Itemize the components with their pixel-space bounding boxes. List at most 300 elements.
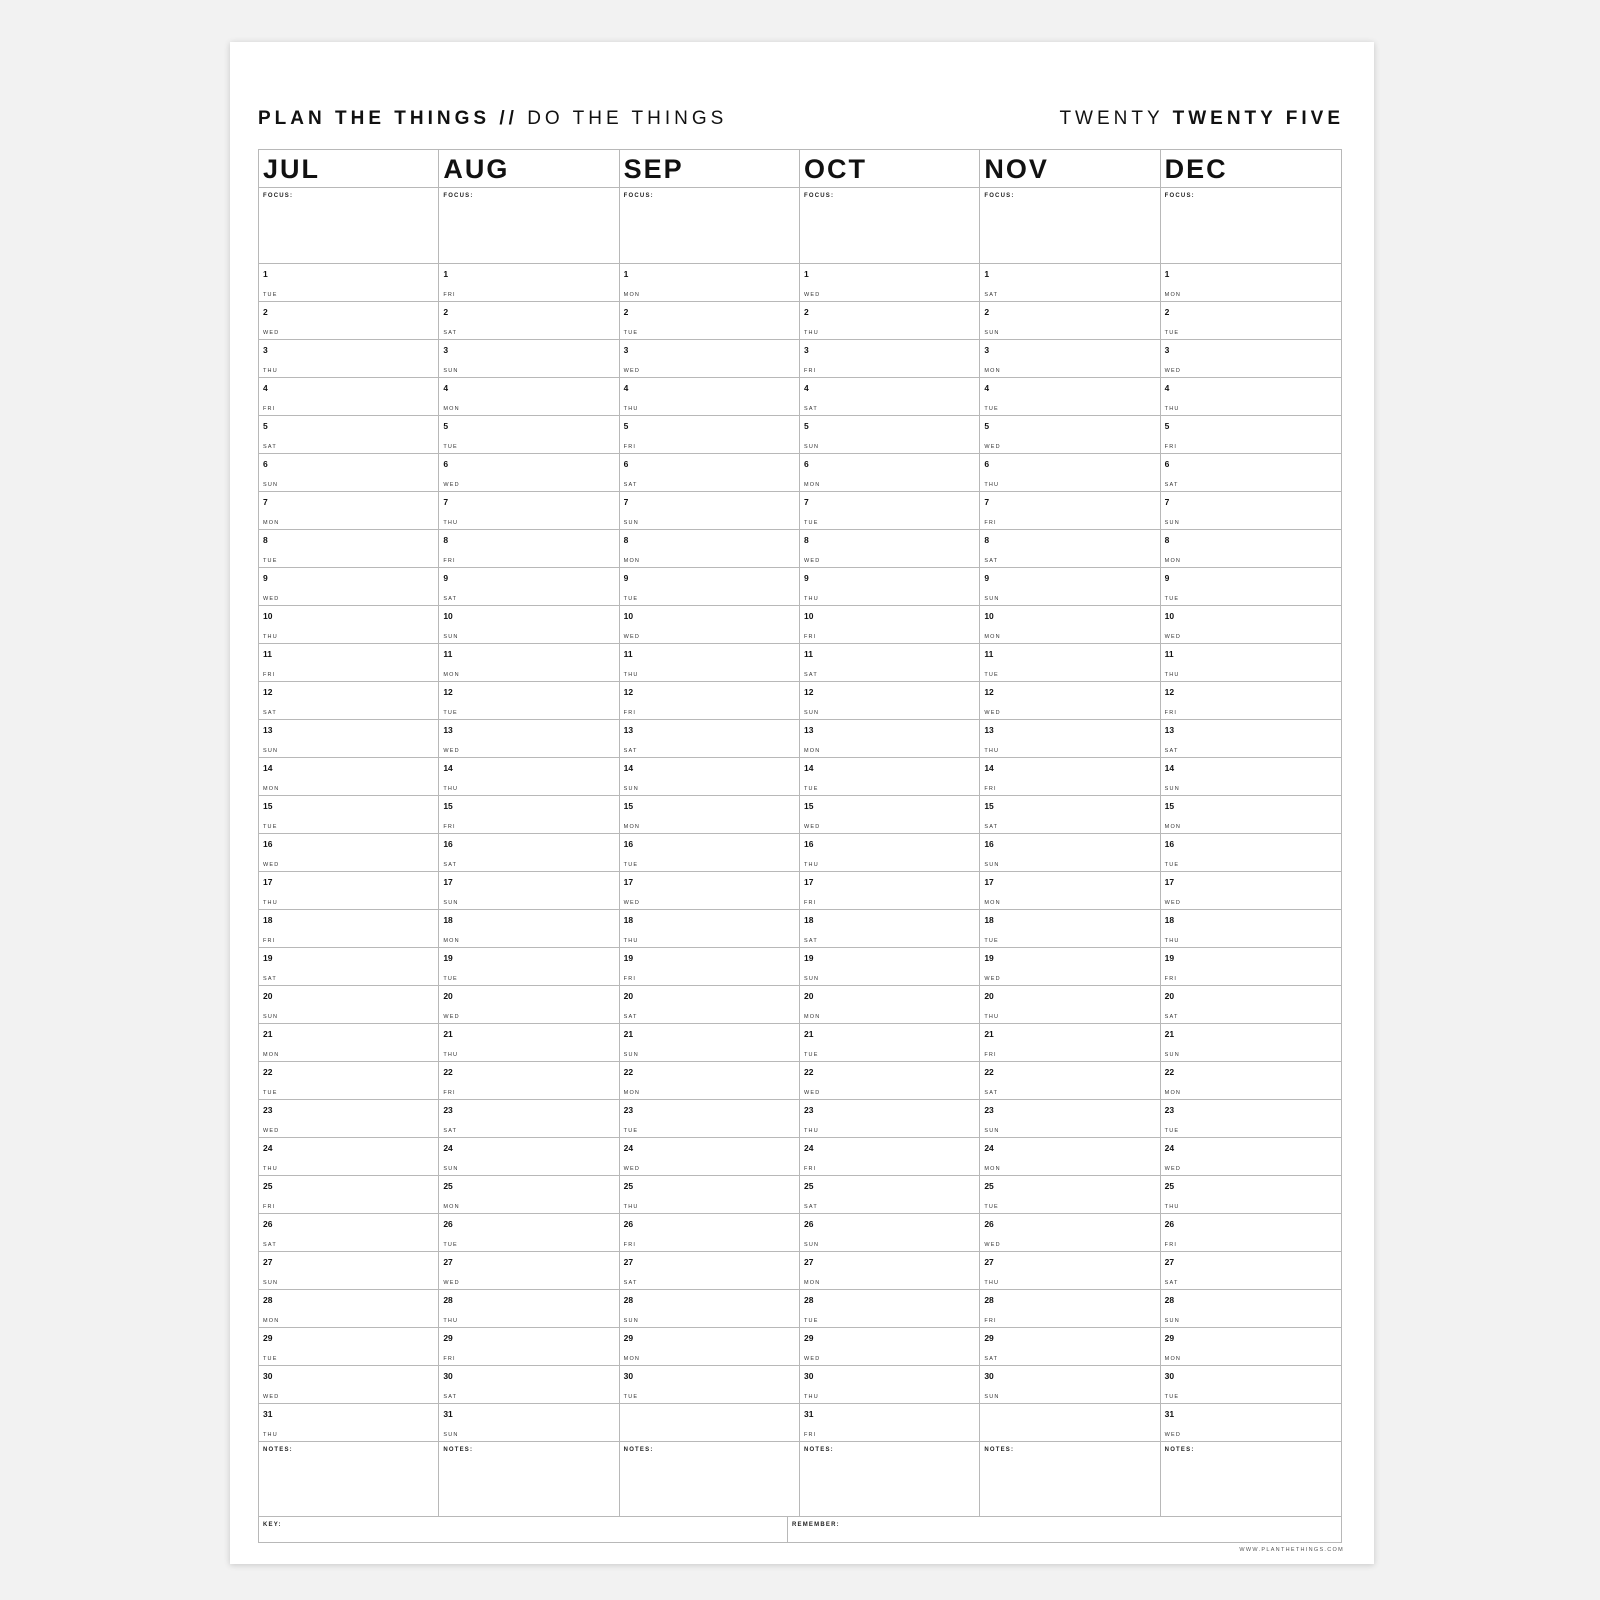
day-number: 16 (443, 839, 453, 849)
day-cell[interactable] (1161, 872, 1341, 910)
day-cell[interactable] (259, 1100, 438, 1138)
day-cell[interactable] (1161, 1404, 1341, 1442)
notes-box[interactable] (439, 1442, 618, 1516)
day-cell[interactable] (259, 758, 438, 796)
weekday-label: SAT (443, 862, 458, 868)
day-cell[interactable] (259, 378, 438, 416)
day-cell[interactable] (620, 530, 799, 568)
day-cell[interactable] (800, 834, 979, 872)
day-cell[interactable] (800, 1366, 979, 1404)
day-cell[interactable] (1161, 910, 1341, 948)
day-cell[interactable] (980, 1214, 1159, 1252)
day-cell[interactable] (980, 644, 1159, 682)
focus-box[interactable] (1161, 188, 1341, 264)
weekday-label: MON (443, 406, 460, 412)
day-cell[interactable] (1161, 720, 1341, 758)
weekday-label: THU (984, 482, 1000, 488)
weekday-label: MON (623, 1090, 641, 1096)
day-cell[interactable] (439, 796, 618, 834)
day-cell[interactable] (439, 1024, 618, 1062)
day-cell[interactable] (980, 910, 1159, 948)
day-cell[interactable] (980, 1328, 1159, 1366)
day-cell[interactable] (800, 644, 979, 682)
day-cell[interactable] (980, 720, 1159, 758)
day-cell[interactable] (1161, 340, 1341, 378)
day-cell[interactable] (620, 492, 799, 530)
day-cell[interactable] (259, 416, 438, 454)
day-cell[interactable] (439, 568, 618, 606)
day-cell[interactable] (439, 340, 618, 378)
day-cell[interactable] (620, 1290, 799, 1328)
day-cell[interactable] (259, 568, 438, 606)
day-cell[interactable] (620, 1024, 799, 1062)
day-number: 26 (804, 1219, 814, 1229)
weekday-label: FRI (443, 1090, 456, 1096)
day-cell[interactable] (259, 796, 438, 834)
day-cell[interactable] (800, 264, 979, 302)
day-cell[interactable] (439, 378, 618, 416)
day-cell[interactable] (259, 264, 438, 302)
day-cell[interactable] (439, 986, 618, 1024)
day-cell[interactable] (1161, 454, 1341, 492)
day-number: 21 (263, 1029, 273, 1039)
day-cell[interactable] (1161, 492, 1341, 530)
focus-box[interactable] (800, 188, 979, 264)
day-cell[interactable] (439, 606, 618, 644)
day-cell[interactable] (980, 758, 1159, 796)
day-cell[interactable] (620, 1214, 799, 1252)
day-number: 17 (1164, 877, 1175, 887)
day-cell[interactable] (800, 720, 979, 758)
day-number: 3 (623, 345, 629, 355)
day-cell[interactable] (620, 986, 799, 1024)
day-number: 14 (623, 763, 634, 773)
day-cell[interactable] (1161, 1024, 1341, 1062)
weekday-label: SAT (984, 292, 999, 298)
day-cell[interactable] (800, 1214, 979, 1252)
day-cell[interactable] (620, 302, 799, 340)
day-number: 20 (804, 991, 814, 1001)
weekday-label: WED (1164, 368, 1182, 374)
notes-label: NOTES: (263, 1447, 293, 1453)
weekday-label: SAT (804, 1204, 818, 1210)
day-cell[interactable] (439, 530, 618, 568)
day-cell[interactable] (620, 416, 799, 454)
day-cell[interactable] (620, 796, 799, 834)
weekday-label: SUN (1164, 786, 1180, 792)
day-number: 19 (1164, 953, 1175, 963)
day-cell[interactable] (980, 796, 1159, 834)
day-number: 4 (804, 383, 809, 393)
day-number: 19 (263, 953, 273, 963)
day-cell[interactable] (259, 1024, 438, 1062)
day-cell[interactable] (259, 834, 438, 872)
day-number: 27 (1164, 1257, 1175, 1267)
weekday-label: FRI (804, 900, 817, 906)
day-cell[interactable] (980, 1252, 1159, 1290)
day-number: 21 (443, 1029, 453, 1039)
day-number: 12 (984, 687, 994, 697)
day-number: 21 (1164, 1029, 1175, 1039)
day-cell[interactable] (259, 530, 438, 568)
day-cell[interactable] (1161, 378, 1341, 416)
focus-label: FOCUS: (804, 193, 835, 199)
focus-box[interactable] (980, 188, 1159, 264)
day-cell[interactable] (259, 910, 438, 948)
focus-box[interactable] (259, 188, 438, 264)
weekday-label: SUN (804, 710, 820, 716)
day-cell[interactable] (259, 682, 438, 720)
day-cell[interactable] (259, 872, 438, 910)
day-cell[interactable] (980, 1366, 1159, 1404)
day-number: 10 (984, 611, 994, 621)
day-cell[interactable] (800, 454, 979, 492)
weekday-label: FRI (623, 976, 637, 982)
day-cell[interactable] (620, 758, 799, 796)
day-number: 11 (984, 649, 994, 659)
day-number: 30 (804, 1371, 814, 1381)
day-cell[interactable] (1161, 606, 1341, 644)
weekday-label: FRI (804, 634, 817, 640)
day-cell[interactable] (800, 492, 979, 530)
day-cell[interactable] (800, 416, 979, 454)
day-cell[interactable] (439, 1138, 618, 1176)
day-number: 17 (804, 877, 814, 887)
day-cell[interactable] (800, 1252, 979, 1290)
day-cell[interactable] (980, 872, 1159, 910)
day-cell[interactable] (800, 948, 979, 986)
day-number: 26 (984, 1219, 994, 1229)
day-cell[interactable] (1161, 644, 1341, 682)
day-cell[interactable] (1161, 1062, 1341, 1100)
day-cell[interactable] (980, 682, 1159, 720)
day-cell[interactable] (980, 264, 1159, 302)
weekday-label: FRI (804, 1432, 817, 1438)
focus-label: FOCUS: (984, 193, 1015, 199)
day-number: 22 (263, 1067, 273, 1077)
focus-label: FOCUS: (263, 193, 294, 199)
weekday-label: THU (263, 1166, 278, 1172)
day-cell[interactable] (980, 1404, 1159, 1442)
day-cell[interactable] (980, 986, 1159, 1024)
day-cell[interactable] (980, 1024, 1159, 1062)
day-cell[interactable] (980, 340, 1159, 378)
weekday-label: SUN (984, 862, 1000, 868)
day-cell[interactable] (259, 492, 438, 530)
day-number: 13 (443, 725, 453, 735)
weekday-label: WED (443, 1280, 460, 1286)
day-cell[interactable] (620, 720, 799, 758)
key-box[interactable] (259, 1517, 788, 1542)
day-cell[interactable] (620, 606, 799, 644)
day-cell[interactable] (259, 1328, 438, 1366)
day-cell[interactable] (620, 682, 799, 720)
day-number: 7 (623, 497, 629, 507)
day-cell[interactable] (980, 416, 1159, 454)
day-cell[interactable] (439, 682, 618, 720)
notes-box[interactable] (620, 1442, 799, 1516)
day-cell[interactable] (800, 378, 979, 416)
day-cell[interactable] (439, 910, 618, 948)
day-cell[interactable] (1161, 1328, 1341, 1366)
day-cell[interactable] (439, 1252, 618, 1290)
day-number: 19 (984, 953, 994, 963)
month-column (980, 150, 1160, 1516)
day-cell[interactable] (1161, 1366, 1341, 1404)
day-cell[interactable] (439, 720, 618, 758)
day-cell[interactable] (259, 1062, 438, 1100)
day-cell[interactable] (439, 1176, 618, 1214)
weekday-label: THU (623, 672, 639, 678)
day-cell[interactable] (980, 492, 1159, 530)
day-cell[interactable] (1161, 796, 1341, 834)
day-cell[interactable] (1161, 1214, 1341, 1252)
day-cell[interactable] (980, 1100, 1159, 1138)
day-cell[interactable] (1161, 568, 1341, 606)
day-cell[interactable] (980, 378, 1159, 416)
weekday-label: WED (1164, 1432, 1182, 1438)
weekday-label: TUE (623, 596, 639, 602)
weekday-label: MON (984, 1166, 1001, 1172)
day-number: 29 (984, 1333, 994, 1343)
day-cell[interactable] (259, 644, 438, 682)
day-cell[interactable] (439, 872, 618, 910)
day-cell[interactable] (980, 1176, 1159, 1214)
day-cell[interactable] (1161, 302, 1341, 340)
day-cell[interactable] (259, 720, 438, 758)
day-cell[interactable] (439, 1062, 618, 1100)
weekday-label: MON (623, 824, 641, 830)
day-number: 3 (263, 345, 268, 355)
weekday-label: MON (443, 1204, 460, 1210)
day-number: 29 (804, 1333, 814, 1343)
weekday-label: SUN (623, 1318, 639, 1324)
day-cell[interactable] (620, 1062, 799, 1100)
day-cell[interactable] (439, 492, 618, 530)
day-cell[interactable] (259, 1176, 438, 1214)
month-column (439, 150, 619, 1516)
day-cell[interactable] (980, 1290, 1159, 1328)
day-cell[interactable] (620, 340, 799, 378)
day-cell[interactable] (620, 1138, 799, 1176)
day-cell[interactable] (620, 264, 799, 302)
weekday-label: SUN (443, 368, 459, 374)
weekday-label: THU (623, 1204, 639, 1210)
day-cell[interactable] (800, 986, 979, 1024)
day-cell[interactable] (620, 644, 799, 682)
day-cell[interactable] (800, 1024, 979, 1062)
day-cell[interactable] (620, 872, 799, 910)
day-cell[interactable] (980, 454, 1159, 492)
day-cell[interactable] (620, 1328, 799, 1366)
day-cell[interactable] (800, 682, 979, 720)
day-cell[interactable] (259, 606, 438, 644)
day-cell[interactable] (1161, 1176, 1341, 1214)
day-number: 10 (1164, 611, 1175, 621)
day-number: 5 (804, 421, 809, 431)
day-cell[interactable] (259, 302, 438, 340)
day-cell[interactable] (259, 340, 438, 378)
day-number: 16 (984, 839, 994, 849)
day-cell[interactable] (800, 872, 979, 910)
weekday-label: TUE (1164, 1128, 1180, 1134)
day-number: 31 (1164, 1409, 1175, 1419)
day-number: 11 (623, 649, 633, 659)
notes-box[interactable] (1161, 1442, 1341, 1516)
day-cell[interactable] (259, 1138, 438, 1176)
notes-box[interactable] (800, 1442, 979, 1516)
day-cell[interactable] (980, 1138, 1159, 1176)
day-cell[interactable] (439, 1404, 618, 1442)
day-cell[interactable] (620, 378, 799, 416)
day-cell[interactable] (439, 416, 618, 454)
notes-box[interactable] (980, 1442, 1159, 1516)
weekday-label: MON (1164, 558, 1182, 564)
weekday-label: SAT (623, 1014, 638, 1020)
day-number: 27 (623, 1257, 634, 1267)
day-cell[interactable] (259, 454, 438, 492)
weekday-label: TUE (984, 406, 999, 412)
day-cell[interactable] (439, 1366, 618, 1404)
month-title: DEC (1161, 150, 1341, 188)
day-cell[interactable] (800, 1328, 979, 1366)
weekday-label: SAT (623, 482, 638, 488)
day-cell[interactable] (439, 834, 618, 872)
day-cell[interactable] (620, 910, 799, 948)
weekday-label: THU (623, 938, 639, 944)
day-cell[interactable] (439, 264, 618, 302)
day-cell[interactable] (980, 834, 1159, 872)
day-cell[interactable] (439, 644, 618, 682)
day-cell[interactable] (980, 606, 1159, 644)
day-cell[interactable] (620, 568, 799, 606)
day-cell[interactable] (1161, 986, 1341, 1024)
weekday-label: TUE (443, 444, 458, 450)
day-cell[interactable] (980, 1062, 1159, 1100)
day-cell[interactable] (800, 1100, 979, 1138)
day-cell[interactable] (1161, 530, 1341, 568)
day-cell[interactable] (1161, 682, 1341, 720)
month-title: JUL (259, 150, 438, 188)
day-cell[interactable] (620, 834, 799, 872)
day-cell[interactable] (1161, 264, 1341, 302)
weekday-label: TUE (804, 1318, 819, 1324)
day-cell[interactable] (800, 1290, 979, 1328)
day-cell[interactable] (800, 530, 979, 568)
day-cell[interactable] (1161, 1100, 1341, 1138)
day-cell[interactable] (1161, 758, 1341, 796)
day-cell[interactable] (439, 1100, 618, 1138)
day-cell[interactable] (259, 1404, 438, 1442)
day-number: 22 (1164, 1067, 1175, 1077)
day-cell[interactable] (439, 1328, 618, 1366)
header-year (1059, 107, 1344, 131)
day-number: 3 (984, 345, 990, 355)
day-cell[interactable] (800, 340, 979, 378)
remember-box[interactable] (788, 1517, 1341, 1542)
day-cell[interactable] (620, 1252, 799, 1290)
day-cell[interactable] (1161, 416, 1341, 454)
day-cell[interactable] (259, 948, 438, 986)
weekday-label: THU (804, 1128, 819, 1134)
weekday-label: MON (804, 482, 821, 488)
day-cell[interactable] (439, 454, 618, 492)
day-cell[interactable] (800, 568, 979, 606)
weekday-label: TUE (1164, 862, 1180, 868)
day-cell[interactable] (259, 1366, 438, 1404)
day-number: 6 (804, 459, 809, 469)
day-number: 7 (1164, 497, 1170, 507)
day-number: 1 (623, 269, 629, 279)
day-number: 18 (1164, 915, 1175, 925)
day-cell[interactable] (439, 1290, 618, 1328)
day-cell[interactable] (800, 1062, 979, 1100)
day-cell[interactable] (620, 1100, 799, 1138)
day-cell[interactable] (980, 568, 1159, 606)
day-number: 18 (443, 915, 453, 925)
day-cell[interactable] (800, 1404, 979, 1442)
day-cell[interactable] (259, 986, 438, 1024)
weekday-label: WED (804, 1090, 821, 1096)
focus-box[interactable] (620, 188, 799, 264)
day-cell[interactable] (1161, 948, 1341, 986)
weekday-label: SAT (1164, 1280, 1179, 1286)
day-cell[interactable] (1161, 1290, 1341, 1328)
day-cell[interactable] (1161, 1138, 1341, 1176)
weekday-label: TUE (623, 330, 639, 336)
day-cell[interactable] (620, 948, 799, 986)
day-cell[interactable] (800, 1176, 979, 1214)
day-cell[interactable] (1161, 1252, 1341, 1290)
day-cell[interactable] (439, 758, 618, 796)
day-cell[interactable] (800, 606, 979, 644)
tagline-light: DO THE THINGS (527, 108, 728, 129)
day-cell[interactable] (1161, 834, 1341, 872)
notes-box[interactable] (259, 1442, 438, 1516)
day-cell[interactable] (980, 530, 1159, 568)
focus-box[interactable] (439, 188, 618, 264)
planner-sheet (230, 42, 1374, 1564)
weekday-label: WED (263, 862, 280, 868)
day-cell[interactable] (620, 1366, 799, 1404)
remember-label: REMEMBER: (792, 1522, 840, 1528)
day-cell[interactable] (439, 948, 618, 986)
day-cell[interactable] (620, 1404, 799, 1442)
day-cell[interactable] (980, 302, 1159, 340)
day-number: 27 (984, 1257, 994, 1267)
day-number: 16 (623, 839, 634, 849)
weekday-label: SUN (1164, 1318, 1180, 1324)
day-cell[interactable] (620, 1176, 799, 1214)
day-cell[interactable] (800, 910, 979, 948)
day-cell[interactable] (620, 454, 799, 492)
day-cell[interactable] (259, 1252, 438, 1290)
day-number: 2 (443, 307, 449, 317)
day-cell[interactable] (980, 948, 1159, 986)
day-cell[interactable] (800, 302, 979, 340)
day-cell[interactable] (800, 758, 979, 796)
day-cell[interactable] (800, 796, 979, 834)
day-cell[interactable] (259, 1214, 438, 1252)
day-cell[interactable] (439, 302, 618, 340)
tagline-bold: PLAN THE THINGS // (258, 108, 518, 129)
day-number: 5 (623, 421, 629, 431)
day-number: 12 (623, 687, 634, 697)
day-cell[interactable] (800, 1138, 979, 1176)
day-cell[interactable] (259, 1290, 438, 1328)
weekday-label: SUN (804, 444, 820, 450)
day-cell[interactable] (439, 1214, 618, 1252)
